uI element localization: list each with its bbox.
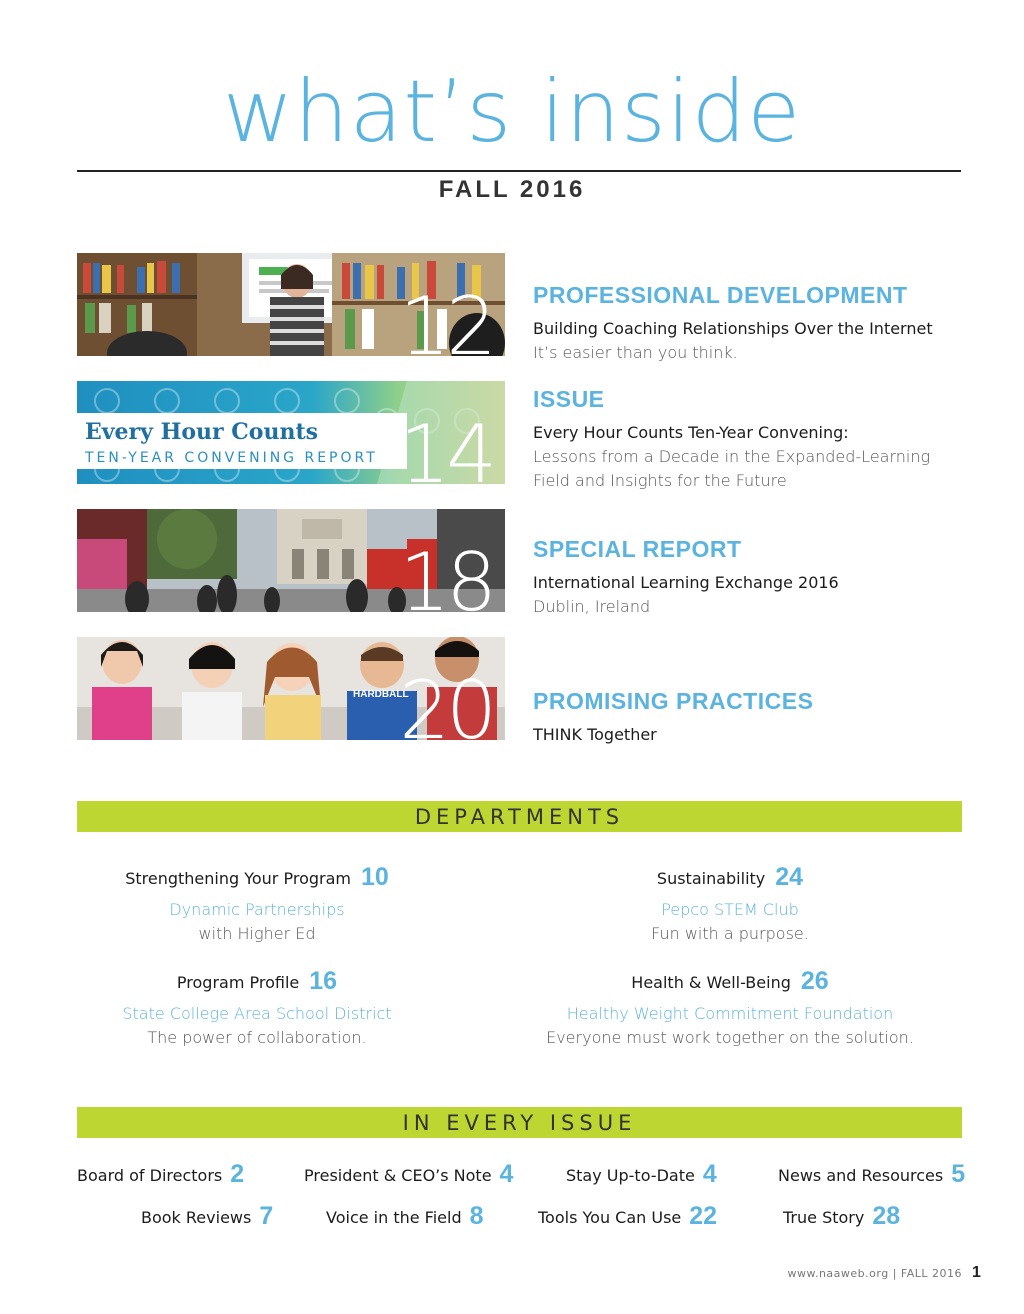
department-title: Pepco STEM Club bbox=[661, 900, 799, 919]
department-title: State College Area School District bbox=[122, 1004, 392, 1023]
feature-thumbnail-street[interactable] bbox=[77, 509, 505, 612]
banner-subtitle: TEN-YEAR CONVENING REPORT bbox=[85, 450, 378, 466]
every-issue-page-number: 4 bbox=[499, 1160, 514, 1188]
department-section: Sustainability bbox=[656, 869, 766, 888]
every-issue-label: President & CEO’s Note bbox=[304, 1166, 492, 1185]
every-issue-item[interactable] bbox=[304, 1160, 513, 1189]
every-issue-page-number: 4 bbox=[702, 1160, 717, 1188]
feature-subtitle: Lessons from a Decade in the Expanded-Learning Field and Insights for the Future bbox=[533, 447, 931, 490]
every-issue-label: Board of Directors bbox=[77, 1166, 223, 1185]
feature-title: THINK Together bbox=[533, 725, 657, 744]
footer-site: www.naaweb.org | FALL 2016 bbox=[787, 1267, 962, 1280]
department-item[interactable] bbox=[47, 864, 467, 946]
feature-category: SPECIAL REPORT bbox=[533, 536, 742, 562]
every-issue-page-number: 2 bbox=[230, 1160, 245, 1188]
department-page-number: 24 bbox=[775, 863, 804, 891]
every-issue-label: Stay Up-to-Date bbox=[566, 1166, 695, 1185]
banner-title: Every Hour Counts bbox=[85, 419, 319, 445]
every-issue-item[interactable] bbox=[783, 1202, 900, 1231]
department-item[interactable] bbox=[47, 968, 467, 1050]
feature-category: ISSUE bbox=[533, 386, 605, 412]
feature-page-number: 14 bbox=[399, 408, 493, 484]
every-issue-page-number: 5 bbox=[951, 1160, 966, 1188]
every-issue-item[interactable] bbox=[778, 1160, 965, 1189]
every-issue-label: Tools You Can Use bbox=[538, 1208, 682, 1227]
every-issue-page-number: 7 bbox=[259, 1202, 274, 1230]
every-issue-page-number: 8 bbox=[469, 1202, 484, 1230]
feature-category: PROMISING PRACTICES bbox=[533, 688, 814, 714]
feature-promising-practices[interactable] bbox=[533, 688, 973, 747]
feature-category: PROFESSIONAL DEVELOPMENT bbox=[533, 282, 908, 308]
feature-subtitle: Dublin, Ireland bbox=[533, 597, 651, 616]
department-page-number: 10 bbox=[360, 863, 389, 891]
every-issue-item[interactable] bbox=[141, 1202, 273, 1231]
feature-thumbnail-classroom[interactable] bbox=[77, 253, 505, 356]
feature-title: Building Coaching Relationships Over the Internet bbox=[533, 319, 933, 338]
department-section: Health & Well-Being bbox=[631, 973, 791, 992]
every-issue-label: Book Reviews bbox=[141, 1208, 252, 1227]
department-page-number: 26 bbox=[800, 967, 829, 995]
feature-issue[interactable] bbox=[533, 386, 973, 493]
feature-thumbnail-kids[interactable] bbox=[77, 637, 505, 740]
every-issue-item[interactable] bbox=[538, 1202, 717, 1231]
footer-page-number: 1 bbox=[972, 1264, 981, 1281]
feature-professional-development[interactable] bbox=[533, 282, 973, 365]
department-item[interactable] bbox=[520, 864, 940, 946]
every-issue-page-number: 28 bbox=[872, 1202, 901, 1230]
feature-special-report[interactable] bbox=[533, 536, 973, 619]
header-rule bbox=[77, 170, 961, 172]
every-issue-item[interactable] bbox=[566, 1160, 717, 1189]
every-issue-item[interactable] bbox=[326, 1202, 484, 1231]
department-title: Dynamic Partnerships bbox=[169, 900, 345, 919]
department-title: Healthy Weight Commitment Foundation bbox=[566, 1004, 894, 1023]
department-subtitle: Everyone must work together on the solution. bbox=[546, 1028, 914, 1047]
every-issue-label: True Story bbox=[783, 1208, 865, 1227]
feature-title: Every Hour Counts Ten-Year Convening: bbox=[533, 423, 849, 442]
department-page-number: 16 bbox=[309, 967, 338, 995]
every-issue-label: Voice in the Field bbox=[326, 1208, 462, 1227]
page-title: what’s inside bbox=[222, 62, 802, 162]
feature-title: International Learning Exchange 2016 bbox=[533, 573, 839, 592]
every-issue-page-number: 22 bbox=[689, 1202, 718, 1230]
shirt-text: HARDBALL bbox=[353, 689, 409, 700]
issue-label: FALL 2016 bbox=[438, 176, 586, 203]
department-item[interactable] bbox=[520, 968, 940, 1050]
every-issue-label: News and Resources bbox=[778, 1166, 944, 1185]
department-subtitle: The power of collaboration. bbox=[147, 1028, 367, 1047]
department-subtitle: with Higher Ed bbox=[198, 924, 316, 943]
every-issue-item[interactable] bbox=[77, 1160, 244, 1189]
department-subtitle: Fun with a purpose. bbox=[651, 924, 809, 943]
feature-page-number: 12 bbox=[399, 280, 493, 356]
departments-heading: DEPARTMENTS bbox=[77, 801, 962, 832]
feature-thumbnail-banner[interactable] bbox=[77, 381, 505, 484]
feature-page-number: 18 bbox=[399, 536, 493, 612]
feature-page-number: 20 bbox=[399, 664, 493, 740]
department-section: Strengthening Your Program bbox=[125, 869, 351, 888]
feature-subtitle: It’s easier than you think. bbox=[533, 343, 738, 362]
every-issue-heading: IN EVERY ISSUE bbox=[77, 1107, 962, 1138]
department-section: Program Profile bbox=[176, 973, 300, 992]
